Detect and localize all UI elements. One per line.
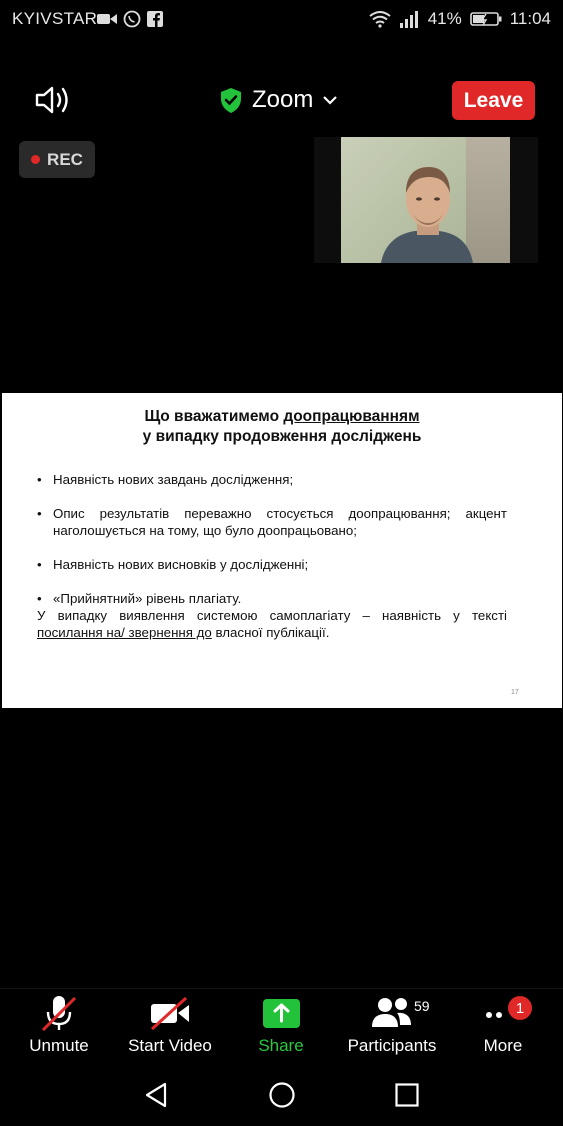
slide-bullet: • «Прийнятний» рівень плагіату.	[37, 590, 507, 607]
recording-indicator[interactable]	[19, 141, 95, 178]
unmute-label: Unmute	[29, 1036, 89, 1055]
shield-check-icon	[220, 88, 242, 113]
slide-bullet-list	[37, 471, 507, 641]
wifi-icon	[368, 10, 392, 28]
meeting-title-dropdown[interactable]	[220, 86, 337, 114]
slide-title-underlined: доопрацюванням	[283, 408, 420, 425]
unmute-button[interactable]	[28, 989, 90, 1065]
participant-figure	[341, 137, 510, 263]
back-icon[interactable]	[143, 1081, 169, 1109]
speaker-toggle[interactable]	[34, 84, 74, 121]
meeting-header	[0, 72, 563, 130]
battery-icon	[470, 11, 502, 27]
video-camera-off-icon	[148, 993, 192, 1033]
share-screen-icon	[263, 999, 300, 1028]
viber-icon	[123, 10, 141, 28]
start-video-label: Start Video	[128, 1036, 212, 1055]
more-label: More	[483, 1036, 523, 1055]
recents-icon[interactable]	[394, 1082, 420, 1108]
rec-label: REC	[47, 149, 83, 169]
status-bar	[0, 0, 563, 38]
chevron-down-icon	[323, 96, 337, 105]
share-label: Share	[258, 1036, 304, 1055]
slide-paragraph	[37, 607, 507, 641]
home-icon[interactable]	[268, 1081, 296, 1109]
meeting-toolbar	[0, 988, 563, 1064]
meeting-title: Zoom	[252, 86, 314, 113]
participant-video[interactable]	[341, 137, 510, 263]
slide-page-number: 17	[511, 689, 519, 696]
participants-icon	[370, 995, 414, 1031]
start-video-button[interactable]	[127, 989, 213, 1065]
microphone-muted-icon	[39, 993, 79, 1033]
participants-label: Participants	[347, 1036, 437, 1055]
record-dot-icon	[31, 155, 40, 164]
slide-paragraph-part1: У випадку виявлення системою самоплагіату – наявність у тексті	[37, 608, 507, 623]
participants-count: 59	[414, 998, 430, 1014]
shared-screen-slide[interactable]	[2, 393, 562, 708]
signal-icon	[400, 10, 420, 28]
slide-title-line2: у випадку продовження досліджень	[142, 428, 422, 445]
slide-title	[2, 407, 562, 447]
facebook-icon	[147, 11, 163, 27]
slide-paragraph-part2: власної публікації.	[211, 625, 330, 640]
video-camera-icon	[97, 11, 117, 27]
slide-bullet: • Наявність нових завдань дослідження;	[37, 471, 507, 488]
slide-paragraph-underlined: посилання на/ звернення до	[37, 625, 212, 640]
slide-bullet: • Наявність нових висновків у дослідженні;	[37, 556, 507, 573]
system-nav-bar	[0, 1066, 563, 1126]
slide-title-part1: Що вважатимемо	[144, 408, 284, 425]
speaker-icon	[34, 84, 74, 116]
more-notification-badge: 1	[508, 996, 532, 1020]
clock: 11:04	[509, 9, 551, 28]
battery-percent: 41%	[427, 9, 462, 28]
leave-button[interactable]: Leave	[452, 81, 535, 120]
slide-bullet: • Опис результатів переважно стосується доопрацювання; акцент наголошується на тому, що було доопрацьовано;	[37, 505, 507, 539]
share-button[interactable]	[256, 989, 306, 1065]
carrier-name: KYIVSTAR	[12, 9, 98, 28]
